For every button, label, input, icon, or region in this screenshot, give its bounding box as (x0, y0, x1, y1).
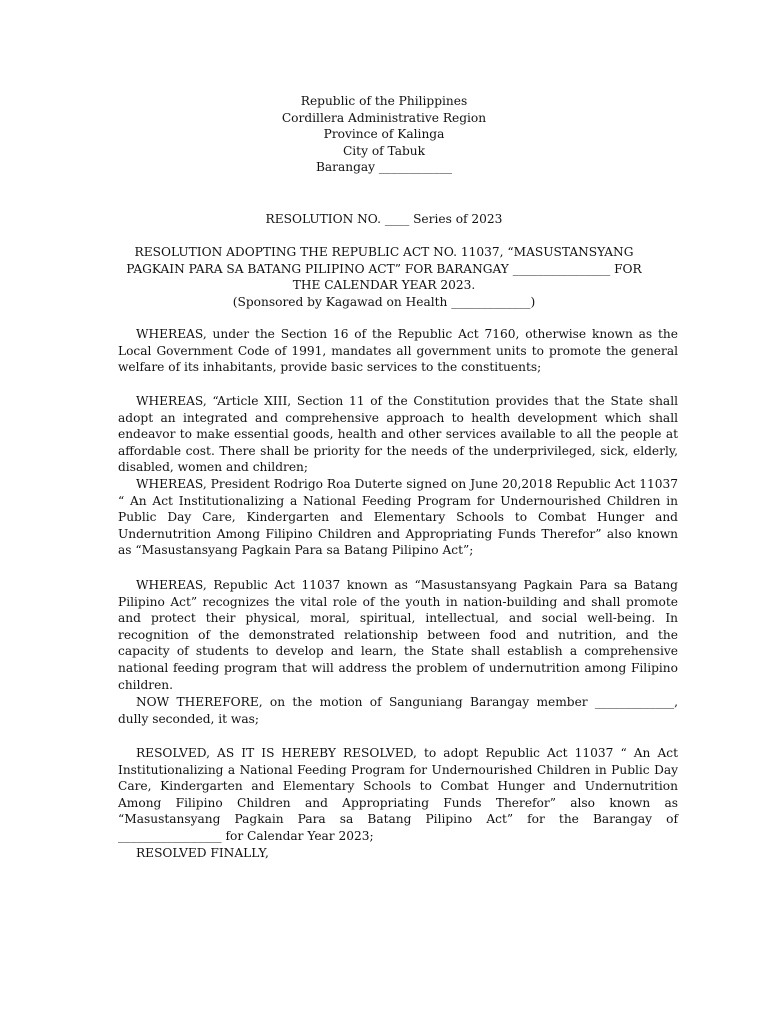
header-region: Cordillera Administrative Region (281, 110, 487, 125)
now-therefore-paragraph: NOW THEREFORE, on the motion of Sanguniang Barangay member _____________, dully seconded, it was; (118, 695, 678, 726)
sponsor-line: (Sponsored by Kagawad on Health _____________) (232, 295, 536, 309)
whereas-paragraph-2: WHEREAS, “Article XIII, Section 11 of the Constitution provides that the State shall adopt an integrated and comprehensive approach to health development which shall endeavor to make essential goods, health and other services available to all the people at affordable cost. There shall be priority for the needs of the underprivileged, sick, elderly, disabled, women and children; (118, 394, 678, 475)
header-province: Province of Kalinga (323, 127, 445, 142)
resolved-finally-paragraph: RESOLVED FINALLY, (136, 846, 269, 860)
header-republic: Republic of the Philippines (300, 94, 468, 108)
document-header (0, 93, 768, 176)
header-city: City of Tabuk (342, 143, 426, 158)
whereas-paragraph-4: WHEREAS, Republic Act 11037 known as “Masustansyang Pagkain Para sa Batang Pilipino Act” recognizes the vital role of the youth in nation-building and shall promote and protect their physical, moral, spiritual, intellectual, and social well-being. In recognition of the demonstrated relationship between food and nutrition, and the capacity of students to develop and learn, the State shall establish a comprehensive national feeding program that will address the problem of undernutrition among Filipino children. (118, 578, 678, 692)
resolved-paragraph: RESOLVED, AS IT IS HEREBY RESOLVED, to adopt Republic Act 11037 “ An Act Institutionalizing a National Feeding Program for Undernourished Children in Public Day Care, Kindergarten and Elementary Schools to Combat Hunger and Undernutrition Among Filipino Children and Appropriating Funds Therefor” also known as “Masustansyang Pagkain Para sa Batang Pilipino Act” for the Barangay of _________________ for Calendar Year 2023; (118, 746, 678, 843)
header-barangay: Barangay ____________ (315, 160, 453, 175)
resolution-number: RESOLUTION NO. ____ Series of 2023 (265, 212, 503, 226)
whereas-paragraph-1: WHEREAS, under the Section 16 of the Republic Act 7160, otherwise known as the Local Government Code of 1991, mandates all government units to promote the general welfare of its inhabitants, provide basic services to the constituents; (118, 327, 678, 375)
whereas-paragraph-3: WHEREAS, President Rodrigo Roa Duterte signed on June 20,2018 Republic Act 11037 “ An Act Institutionalizing a National Feeding Program for Undernourished Children in Public Day Care, Kindergarten and Elementary Schools to Combat Hunger and Undernutrition Among Filipino Children and Appropriating Funds Therefor” also known as “Masustansyang Pagkain Para sa Batang Pilipino Act”; (118, 477, 678, 558)
resolution-title: RESOLUTION ADOPTING THE REPUBLIC ACT NO. 11037, “MASUSTANSYANG PAGKAIN PARA SA BATANG PILIPINO ACT” FOR BARANGAY ________________ FOR THE CALENDAR YEAR 2023. (126, 245, 642, 293)
